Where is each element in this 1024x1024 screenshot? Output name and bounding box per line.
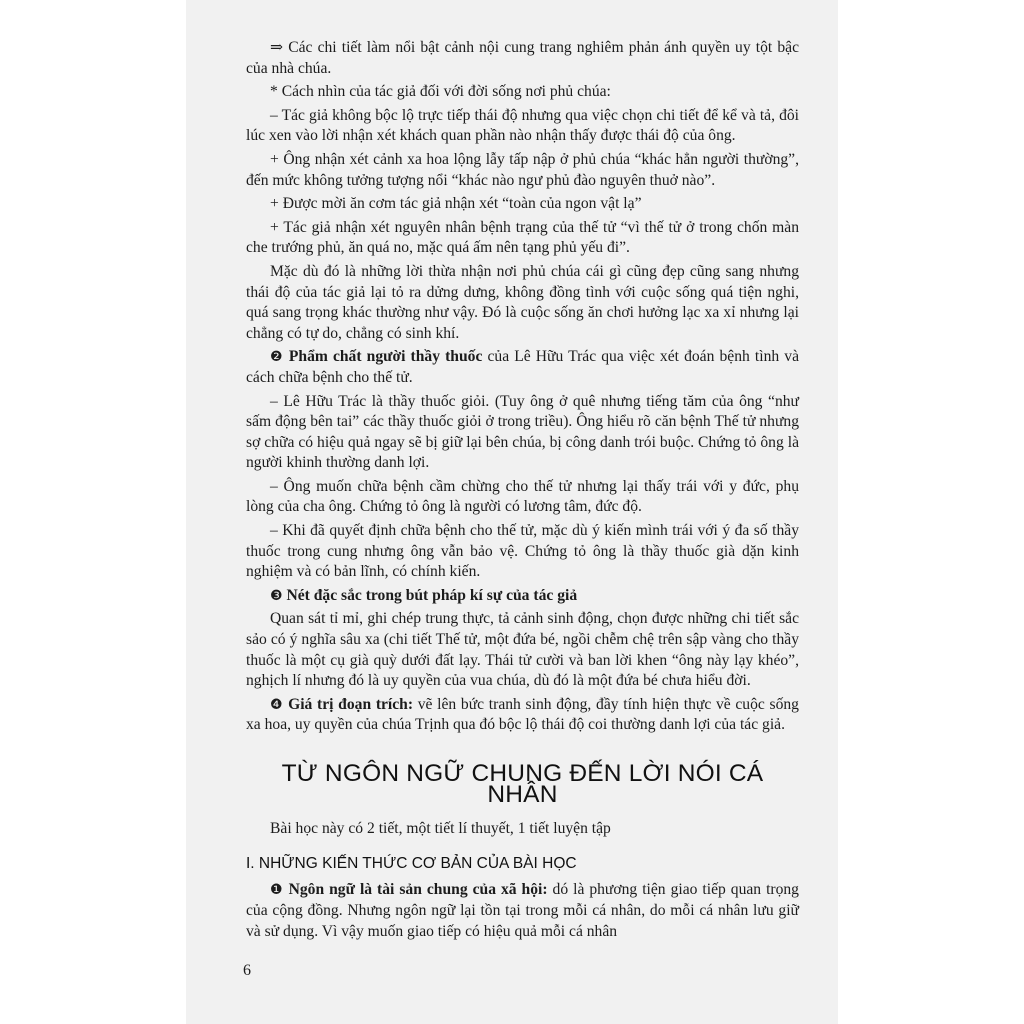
paragraph: * Cách nhìn của tác giả đối với đời sống nơi phủ chúa: <box>270 83 611 101</box>
point-3 <box>246 586 799 607</box>
paragraph: + Ông nhận xét cảnh xa hoa lộng lẫy tấp nập ở phủ chúa “khác hẳn người thường”, đến mức không tưởng tượng nổi “khác nào ngư phủ đào nguyên thuở nào”. <box>246 150 799 189</box>
paragraph: + Tác giả nhận xét nguyên nhân bệnh trạng của thế tử “vì thế tử ở trong chốn màn che trướng phủ, ăn quá no, mặc quá ấm nên tạng phủ yếu đi”. <box>246 218 799 257</box>
paragraph: – Lê Hữu Trác là thầy thuốc giỏi. (Tuy ông ở quê nhưng tiếng tăm của ông “như sấm động bên tai” các thầy thuốc giỏi ở trong triều). Ông hiểu rõ căn bệnh Thế tử nhưng sợ chữa có hiệu quả ngay sẽ bị giữ lại bên chúa, bị công danh trói buộc. Chứng tỏ ông là người khinh thường danh lợi. <box>246 392 799 472</box>
point-4 <box>246 695 799 736</box>
paragraph: – Tác giả không bộc lộ trực tiếp thái độ nhưng qua việc chọn chi tiết để kể và tả, đôi lúc xen vào lời nhận xét khách quan phần nào nhận thấy được thái độ của ông. <box>246 106 799 145</box>
point-3-heading: Nét đặc sắc trong bút pháp kí sự của tác giả <box>286 586 578 604</box>
lesson-intro: Bài học này có 2 tiết, một tiết lí thuyết, 1 tiết luyện tập <box>270 820 611 838</box>
paragraph: – Ông muốn chữa bệnh cầm chừng cho thế tử nhưng lại thấy trái với y đức, phụ lòng của cha ông. Chứng tỏ ông là người có lương tâm, đức độ. <box>246 477 799 516</box>
number-1-icon: ❶ <box>270 882 284 899</box>
paragraph: – Khi đã quyết định chữa bệnh cho thế tử, mặc dù ý kiến mình trái với ý đa số thầy thuốc trong cung nhưng ông vẫn bảo vệ. Chứng tỏ ông là thầy thuốc già dặn kinh nghiệm và có bản lĩnh, có chính kiến. <box>246 522 799 581</box>
point-2 <box>246 347 799 388</box>
page-number: 6 <box>243 962 251 979</box>
number-3-icon: ❸ <box>270 587 283 604</box>
paragraph: Mặc dù đó là những lời thừa nhận nơi phủ chúa cái gì cũng đẹp cũng sang nhưng thái độ của tác giả lại tỏ ra dửng dưng, không đồng tình với cuộc sống quá tiện nghi, quá sang trọng khác thường như vậy. Đó là cuộc sống ăn chơi hưởng lạc xa xỉ nhưng lại chẳng có tự do, chẳng có sinh khí. <box>246 262 799 342</box>
paragraph: + Được mời ăn cơm tác giả nhận xét “toàn của ngon vật lạ” <box>270 195 642 213</box>
point-1-heading: Ngôn ngữ là tài sản chung của xã hội: <box>288 881 548 899</box>
point-1 <box>246 880 799 942</box>
paragraph: Quan sát tỉ mỉ, ghi chép trung thực, tả cảnh sinh động, chọn được những chi tiết sắc sảo có ý nghĩa sâu xa (chi tiết Thế tử, một đứa bé, ngồi chễm chệ trên sập vàng cho thầy thuốc là một cụ già quỳ dưới đất lạy. Thái tử cười và ban lời khen “ông này lạy khéo”, nghịch lí nhưng đó là uy quyền của vua chúa, dù đó là một đứa bé chưa hiểu đời. <box>246 610 799 690</box>
point-4-heading: Giá trị đoạn trích: <box>288 695 414 713</box>
point-1-text: dó là phương tiện giao tiếp quan trọng của cộng đồng. Nhưng ngôn ngữ lại tồn tại trong mỗi cá nhân, do mỗi cá nhân lưu giữ và sử dụng. Vì vậy muốn giao tiếp có hiệu quả mỗi cá nhân <box>246 881 799 940</box>
point-2-text: của Lê Hữu Trác qua việc xét đoán bệnh tình và cách chữa bệnh cho thế tử. <box>246 348 799 386</box>
point-4-text: vẽ lên bức tranh sinh động, đầy tính hiện thực về cuộc sống xa hoa, uy quyền của chúa Trịnh qua đó bộc lộ thái độ coi thường danh lợi của tác giả. <box>246 695 799 734</box>
number-2-icon: ❷ <box>270 349 284 366</box>
section-heading: I. NHỮNG KIẾN THỨC CƠ BẢN CỦA BÀI HỌC <box>246 854 577 872</box>
point-2-heading: Phẩm chất người thầy thuốc <box>288 348 483 366</box>
lesson-title: TỪ NGÔN NGỮ CHUNG ĐẾN LỜI NÓI CÁ NHÂN <box>281 760 764 808</box>
page-content <box>246 38 799 945</box>
number-4-icon: ❹ <box>270 696 284 713</box>
paragraph: ⇒ Các chi tiết làm nổi bật cảnh nội cung trang nghiêm phản ánh quyền uy tột bậc của nhà chúa. <box>246 39 799 77</box>
